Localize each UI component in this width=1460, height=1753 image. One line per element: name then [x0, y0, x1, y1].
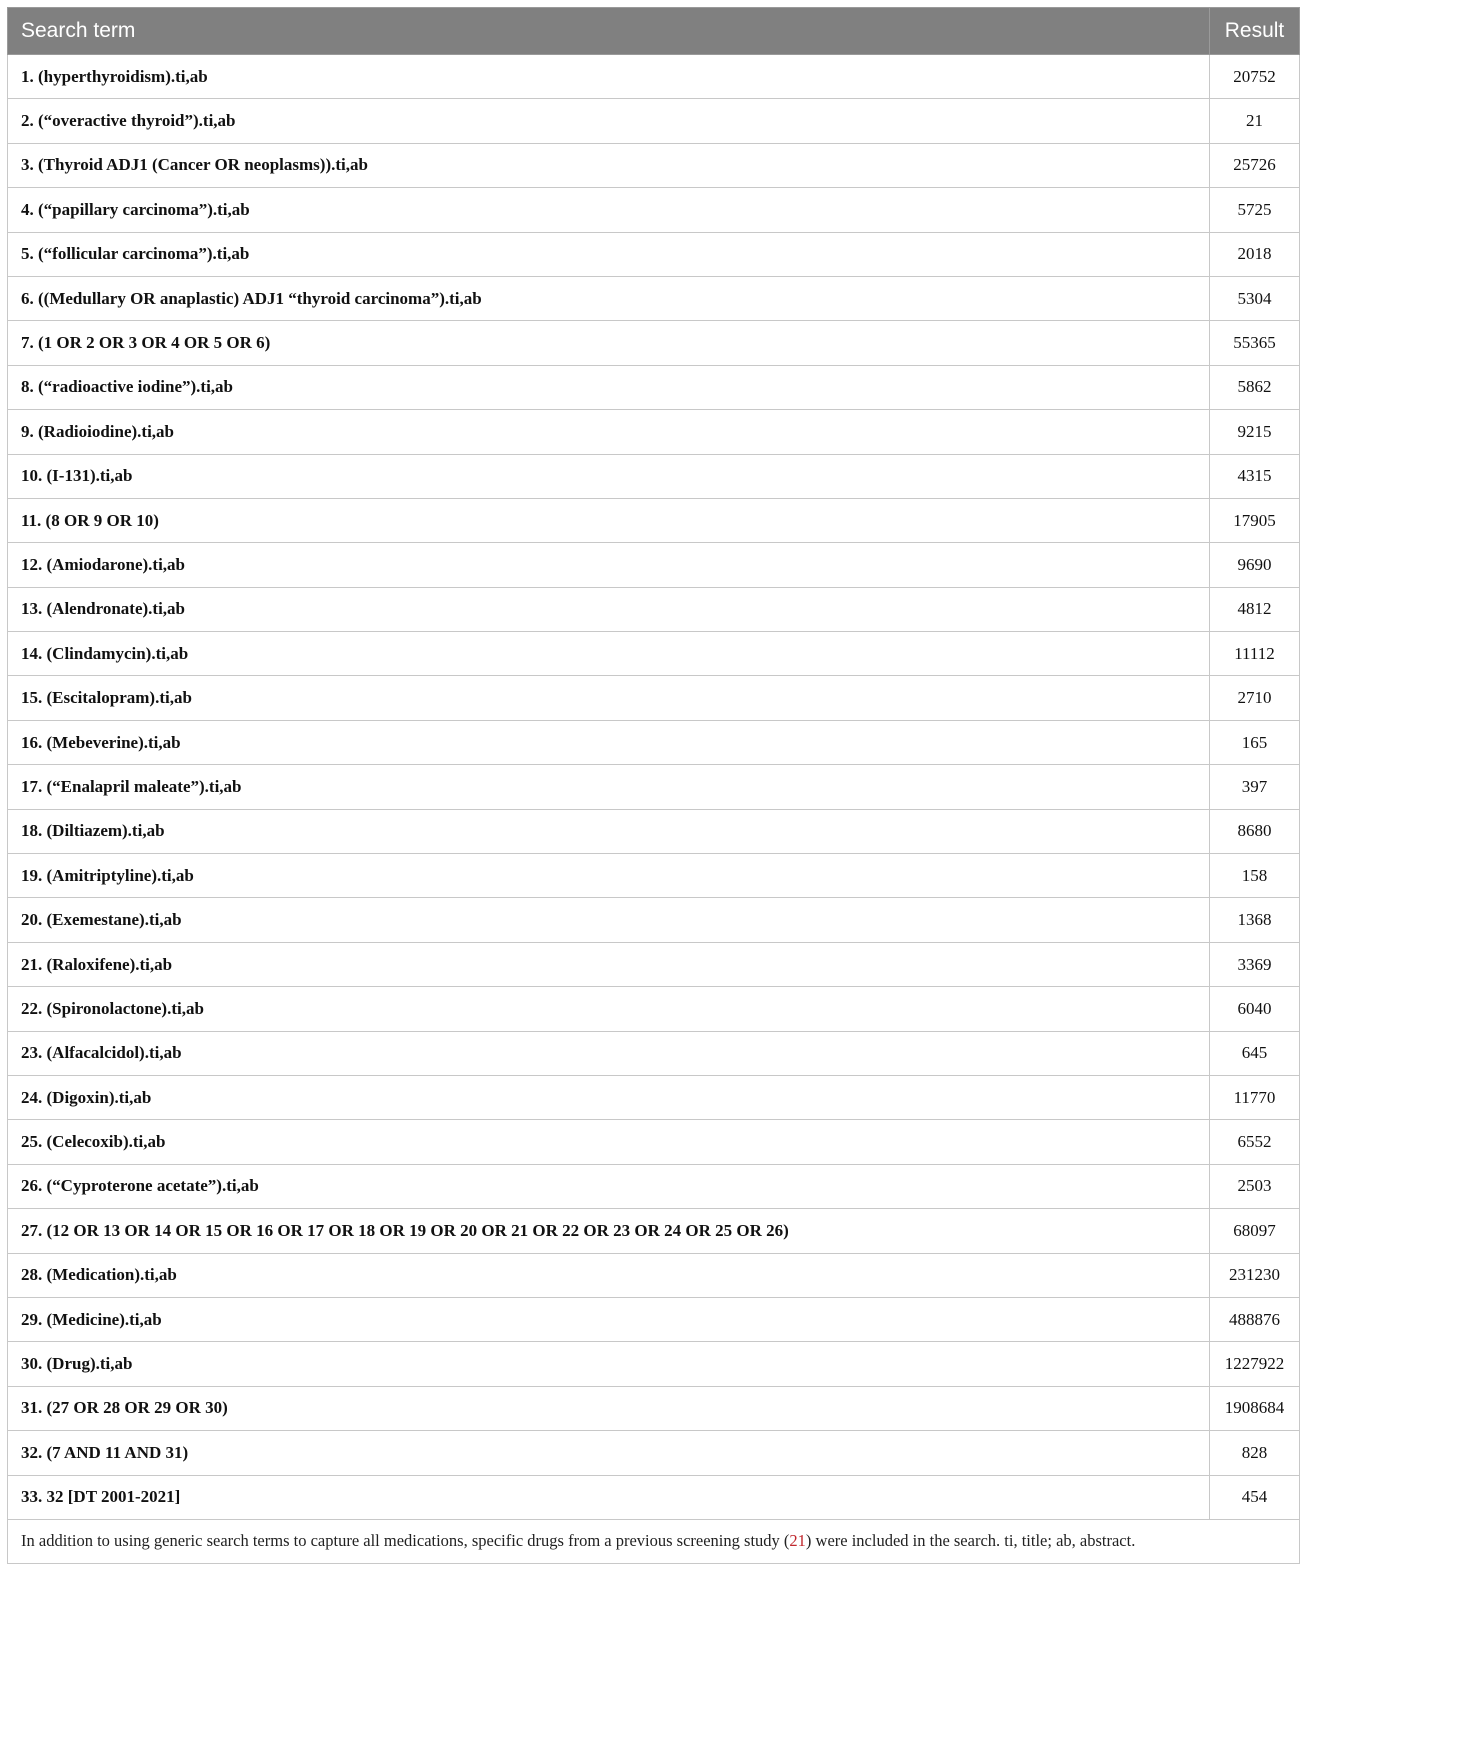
search-term-cell: 24. (Digoxin).ti,ab	[8, 1075, 1210, 1119]
search-term-cell: 5. (“follicular carcinoma”).ti,ab	[8, 232, 1210, 276]
result-count-cell: 1227922	[1210, 1342, 1300, 1386]
result-count-cell: 165	[1210, 720, 1300, 764]
search-term-cell: 22. (Spironolactone).ti,ab	[8, 987, 1210, 1031]
table-row	[8, 987, 1300, 1031]
table-row	[8, 1120, 1300, 1164]
search-term-cell: 17. (“Enalapril maleate”).ti,ab	[8, 765, 1210, 809]
search-term-cell: 18. (Diltiazem).ti,ab	[8, 809, 1210, 853]
search-term-cell: 3. (Thyroid ADJ1 (Cancer OR neoplasms)).ti,ab	[8, 143, 1210, 187]
result-count-cell: 4315	[1210, 454, 1300, 498]
header-result: Result	[1210, 8, 1300, 55]
result-count-cell: 1908684	[1210, 1386, 1300, 1430]
table-row	[8, 765, 1300, 809]
table-row	[8, 55, 1300, 99]
search-term-cell: 20. (Exemestane).ti,ab	[8, 898, 1210, 942]
search-strategy-table	[7, 7, 1300, 1564]
result-count-cell: 3369	[1210, 942, 1300, 986]
search-term-cell: 14. (Clindamycin).ti,ab	[8, 632, 1210, 676]
table-row	[8, 854, 1300, 898]
search-term-cell: 31. (27 OR 28 OR 29 OR 30)	[8, 1386, 1210, 1430]
table-row	[8, 587, 1300, 631]
table-row	[8, 1253, 1300, 1297]
table-row	[8, 898, 1300, 942]
result-count-cell: 9215	[1210, 410, 1300, 454]
result-count-cell: 55365	[1210, 321, 1300, 365]
table-row	[8, 1031, 1300, 1075]
result-count-cell: 158	[1210, 854, 1300, 898]
result-count-cell: 21	[1210, 99, 1300, 143]
table-row	[8, 410, 1300, 454]
search-term-cell: 6. ((Medullary OR anaplastic) ADJ1 “thyroid carcinoma”).ti,ab	[8, 276, 1210, 320]
result-count-cell: 5862	[1210, 365, 1300, 409]
table-footnote	[8, 1519, 1300, 1563]
search-term-cell: 13. (Alendronate).ti,ab	[8, 587, 1210, 631]
result-count-cell: 9690	[1210, 543, 1300, 587]
footnote-row	[8, 1519, 1300, 1563]
table-row	[8, 1475, 1300, 1519]
search-term-cell: 16. (Mebeverine).ti,ab	[8, 720, 1210, 764]
search-strategy-table-container	[7, 7, 1299, 1564]
search-term-cell: 33. 32 [DT 2001-2021]	[8, 1475, 1210, 1519]
table-row	[8, 498, 1300, 542]
search-term-cell: 15. (Escitalopram).ti,ab	[8, 676, 1210, 720]
table-row	[8, 720, 1300, 764]
table-row	[8, 1431, 1300, 1475]
table-row	[8, 632, 1300, 676]
table-row	[8, 143, 1300, 187]
search-term-cell: 1. (hyperthyroidism).ti,ab	[8, 55, 1210, 99]
table-body	[8, 55, 1300, 1520]
result-count-cell: 231230	[1210, 1253, 1300, 1297]
result-count-cell: 6040	[1210, 987, 1300, 1031]
search-term-cell: 2. (“overactive thyroid”).ti,ab	[8, 99, 1210, 143]
table-row	[8, 1386, 1300, 1430]
table-row	[8, 942, 1300, 986]
table-row	[8, 188, 1300, 232]
result-count-cell: 2710	[1210, 676, 1300, 720]
table-footer	[8, 1519, 1300, 1563]
result-count-cell: 645	[1210, 1031, 1300, 1075]
table-row	[8, 321, 1300, 365]
result-count-cell: 8680	[1210, 809, 1300, 853]
result-count-cell: 828	[1210, 1431, 1300, 1475]
search-term-cell: 27. (12 OR 13 OR 14 OR 15 OR 16 OR 17 OR 18 OR 19 OR 20 OR 21 OR 22 OR 23 OR 24 OR 25 OR 26)	[8, 1209, 1210, 1253]
search-term-cell: 29. (Medicine).ti,ab	[8, 1297, 1210, 1341]
search-term-cell: 25. (Celecoxib).ti,ab	[8, 1120, 1210, 1164]
search-term-cell: 19. (Amitriptyline).ti,ab	[8, 854, 1210, 898]
table-row	[8, 1164, 1300, 1208]
table-row	[8, 1075, 1300, 1119]
table-row	[8, 1342, 1300, 1386]
result-count-cell: 6552	[1210, 1120, 1300, 1164]
result-count-cell: 25726	[1210, 143, 1300, 187]
footnote-text-after: ) were included in the search. ti, title; ab, abstract.	[805, 1531, 1136, 1551]
result-count-cell: 5725	[1210, 188, 1300, 232]
search-term-cell: 21. (Raloxifene).ti,ab	[8, 942, 1210, 986]
result-count-cell: 4812	[1210, 587, 1300, 631]
result-count-cell: 20752	[1210, 55, 1300, 99]
result-count-cell: 5304	[1210, 276, 1300, 320]
table-row	[8, 1297, 1300, 1341]
search-term-cell: 9. (Radioiodine).ti,ab	[8, 410, 1210, 454]
result-count-cell: 488876	[1210, 1297, 1300, 1341]
citation-link[interactable]: 21	[789, 1531, 806, 1551]
search-term-cell: 28. (Medication).ti,ab	[8, 1253, 1210, 1297]
table-row	[8, 365, 1300, 409]
result-count-cell: 2018	[1210, 232, 1300, 276]
table-row	[8, 276, 1300, 320]
result-count-cell: 68097	[1210, 1209, 1300, 1253]
table-row	[8, 99, 1300, 143]
search-term-cell: 4. (“papillary carcinoma”).ti,ab	[8, 188, 1210, 232]
search-term-cell: 26. (“Cyproterone acetate”).ti,ab	[8, 1164, 1210, 1208]
search-term-cell: 30. (Drug).ti,ab	[8, 1342, 1210, 1386]
result-count-cell: 2503	[1210, 1164, 1300, 1208]
search-term-cell: 23. (Alfacalcidol).ti,ab	[8, 1031, 1210, 1075]
search-term-cell: 32. (7 AND 11 AND 31)	[8, 1431, 1210, 1475]
footnote-text-before: In addition to using generic search terms to capture all medications, specific drugs from a previous screening study (	[21, 1531, 790, 1551]
search-term-cell: 11. (8 OR 9 OR 10)	[8, 498, 1210, 542]
result-count-cell: 397	[1210, 765, 1300, 809]
result-count-cell: 1368	[1210, 898, 1300, 942]
header-row	[8, 8, 1300, 55]
table-row	[8, 809, 1300, 853]
result-count-cell: 454	[1210, 1475, 1300, 1519]
header-search-term: Search term	[8, 8, 1210, 55]
search-term-cell: 7. (1 OR 2 OR 3 OR 4 OR 5 OR 6)	[8, 321, 1210, 365]
table-row	[8, 676, 1300, 720]
result-count-cell: 17905	[1210, 498, 1300, 542]
table-row	[8, 543, 1300, 587]
result-count-cell: 11112	[1210, 632, 1300, 676]
search-term-cell: 12. (Amiodarone).ti,ab	[8, 543, 1210, 587]
table-header	[8, 8, 1300, 55]
search-term-cell: 8. (“radioactive iodine”).ti,ab	[8, 365, 1210, 409]
table-row	[8, 232, 1300, 276]
table-row	[8, 454, 1300, 498]
table-row	[8, 1209, 1300, 1253]
result-count-cell: 11770	[1210, 1075, 1300, 1119]
search-term-cell: 10. (I-131).ti,ab	[8, 454, 1210, 498]
